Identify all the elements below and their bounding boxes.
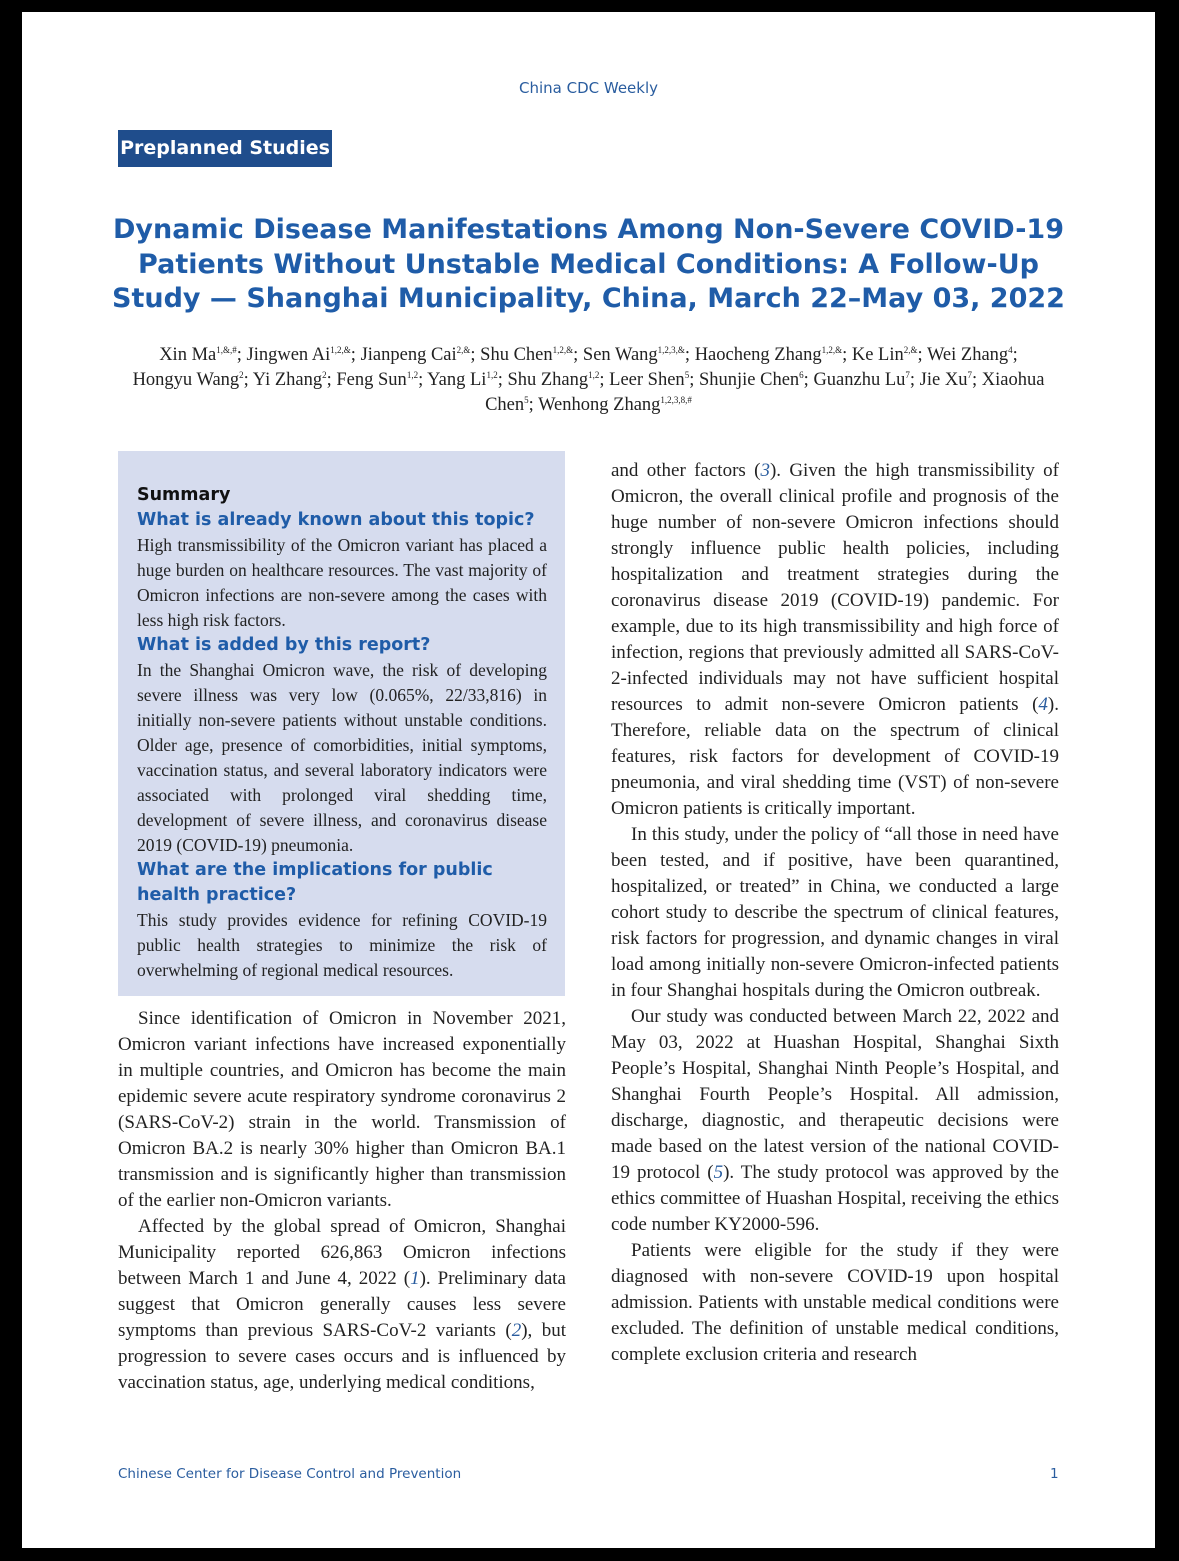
author-affiliation: 1,&,# [216,344,237,355]
summary-answer-2: In the Shanghai Omicron wave, the risk of developing severe illness was very low (0.065%, 22/33,816) in initially non-severe patients without unstable conditions. Older age, presence of comorbidities, initial symptoms, vaccination status, and several laboratory indicators were associated with prolonged viral shedding time, development of severe illness, and coronavirus disease 2019 (COVID-19) pneumonia. [137,660,547,855]
author-name: Sen Wang$^{1,2,3,\&}$ [582,344,685,365]
body-paragraph: Affected by the global spread of Omicron, Shanghai Municipality reported 626,863 Omicron infections between March 1 and June 4, 2022 (1). Preliminary data suggest that Omicron generally causes less severe symptoms than previous SARS-CoV-2 variants (2), but progression to severe cases occurs and is influenced by vaccination status, age, underlying medical conditions, [118,1216,567,1393]
author-name: Xin $Ma^{1,\&,\#}$ [159,344,237,365]
author-affiliation: 1,2,& [330,344,351,355]
author-name: Shu Chen$^{1,2,\&}$ [480,344,574,365]
page-number: 1 [1050,1466,1059,1482]
author-name: Leer Shen$^5$ [609,369,690,390]
author-affiliation: 2,& [456,344,471,355]
author-name: Xiaohua Chen$^5$ [485,370,1045,415]
reference-link[interactable]: 5 [713,1162,724,1183]
author-affiliation: 1,2,3,& [657,344,685,355]
author-affiliation: 1,2,& [821,344,843,355]
author-name: Jianpeng Cai$^{2,\&}$ [360,344,471,365]
journal-name: China CDC Weekly [518,79,659,97]
author-affiliation: 1,2 [406,369,419,380]
right-column [611,458,1059,1368]
summary-question-2: What is added by this report? [137,635,431,655]
body-paragraph: Patients were eligible for the study if they were diagnosed with non-severe COVID-19 upon hospital admission. Patients with unstable medical conditions were excluded. The definition of unstable medical conditions, complete exclusion criteria and research [611,1240,1059,1365]
summary-question-1: What is already known about this topic? [137,510,535,530]
author-affiliation: 7 [905,369,910,380]
author-affiliation: 1,2 [486,369,498,380]
author-name: Shu Zhang$^{1,2}$ [507,369,600,390]
reference-link[interactable]: 3 [760,460,770,481]
author-name: Feng Sun$^{1,2}$ [336,369,419,390]
author-name: Ke Lin$^{2,\&}$ [851,344,918,365]
author-affiliation: 2,& [903,344,918,355]
author-list: Xin $Ma^{1,\&,\#}$; Jingwen $Ai^{1,2,\&}$; Jianpeng Cai$^{2,\&}$; Shu Chen$^{1,2,\&}$; Sen Wang$^{1,2,3,\&}$; Haocheng Zhang$^{1,2,\&}$; Ke Lin$^{2,\&}$; Wei Zhang$^4$; Hongyu Wang$^2$; Yi Zhang$^2$; Feng Sun$^{1,2}$; Yang Li$^{1,2}$; Shu Zhang$^{1,2}$; Leer Shen$^5$; Shunjie Chen$^6$; Guanzhu Lu$^7$; Jie Xu$^7$; Xiaohua Chen$^5$; Wenhong Zhang$^{1,2,3,8,\#}$ [132,344,1045,415]
reference-link[interactable]: 1 [410,1268,420,1289]
summary-label: Summary [137,485,231,505]
author-affiliation: 2 [239,369,244,380]
left-column [118,1006,566,1396]
author-affiliation: 5 [684,369,690,380]
author-affiliation: 5 [524,394,529,405]
body-paragraph: Our study was conducted between March 22, 2022 and May 03, 2022 at Huashan Hospital, Shanghai Sixth People’s Hospital, Shanghai Ninth People’s Hospital, and Shanghai Fourth People’s Hospital. All admission, discharge, diagnostic, and therapeutic decisions were made based on the latest version of the national COVID-19 protocol (5). The study protocol was approved by the ethics committee of Huashan Hospital, receiving the ethics code number KY2000-596. [611,1006,1059,1235]
author-affiliation: 1,2,3,8,# [660,394,692,405]
author-name: Wei Zhang$^4$ [926,344,1013,365]
author-name: Yi Zhang$^2$ [252,369,327,390]
reference-link[interactable]: 2 [511,1320,522,1341]
summary-box [118,451,565,996]
article-title: Dynamic Disease Manifestations Among Non-Severe COVID-19 Patients Without Unstable Medical Conditions: A Follow-Up Study — Shanghai Municipality, China, March 22–May 03, 2022 [112,214,1065,314]
summary-answer-1: High transmissibility of the Omicron variant has placed a huge burden on healthcare resources. The vast majority of Omicron infections are non-severe among the cases with less high risk factors. [137,535,547,630]
summary-answer-3: This study provides evidence for refining COVID-19 public health strategies to minimize the risk of overwhelming of regional medical resources. [137,910,547,980]
author-name: Haocheng Zhang$^{1,2,\&}$ [694,344,843,365]
author-name: Guanzhu Lu$^7$ [813,369,910,390]
author-affiliation: 1,2,& [552,344,574,355]
paper-page [22,12,1155,1548]
footer-organization: Chinese Center for Disease Control and Prevention [118,1466,462,1482]
author-affiliation: 2 [322,369,327,380]
author-name: Shunjie Chen$^6$ [698,369,804,390]
author-name: Jie Xu$^7$ [919,369,972,390]
author-name: Wenhong Zhang$^{1,2,3,8,\#}$ [538,394,692,415]
author-affiliation: 7 [967,369,972,380]
author-affiliation: 4 [1008,344,1013,355]
author-name: Hongyu Wang$^2$ [132,369,244,390]
body-paragraph: Since identification of Omicron in November 2021, Omicron variant infections have increased exponentially in multiple countries, and Omicron has become the main epidemic severe acute respiratory syndrome coronavirus 2 (SARS-CoV-2) strain in the world. Transmission of Omicron BA.2 is nearly 30% higher than Omicron BA.1 transmission and is significantly higher than transmission of the earlier non-Omicron variants. [118,1008,566,1211]
author-name: Yang Li$^{1,2}$ [427,369,498,390]
author-affiliation: 6 [799,369,804,380]
author-affiliation: 1,2 [588,369,600,380]
body-paragraph: In this study, under the policy of “all those in need have been tested, and if positive, have been quarantined, hospitalized, or treated” in China, we conducted a large cohort study to describe the spectrum of clinical features, risk factors for progression, and dynamic changes in viral load among initially non-severe Omicron-infected patients in four Shanghai hospitals during the Omicron outbreak. [611,824,1059,1001]
summary-question-3: What are the implications for public health practice? [137,860,493,905]
section-badge: Preplanned Studies [118,130,332,167]
body-paragraph: and other factors (3). Given the high transmissibility of Omicron, the overall clinical profile and prognosis of the huge number of non-severe Omicron infections should strongly influence public health policies, including hospitalization and treatment strategies during the coronavirus disease 2019 (COVID-19) pandemic. For example, due to its high transmissibility and high force of infection, regions that previously admitted all SARS-CoV-2-infected individuals may not have sufficient hospital resources to admit non-severe Omicron patients (4). Therefore, reliable data on the spectrum of clinical features, risk factors for development of COVID-19 pneumonia, and viral shedding time (VST) of non-severe Omicron patients is critically important. [611,460,1059,819]
author-name: Jingwen $Ai^{1,2,\&}$ [246,344,351,365]
reference-link[interactable]: 4 [1038,694,1048,715]
